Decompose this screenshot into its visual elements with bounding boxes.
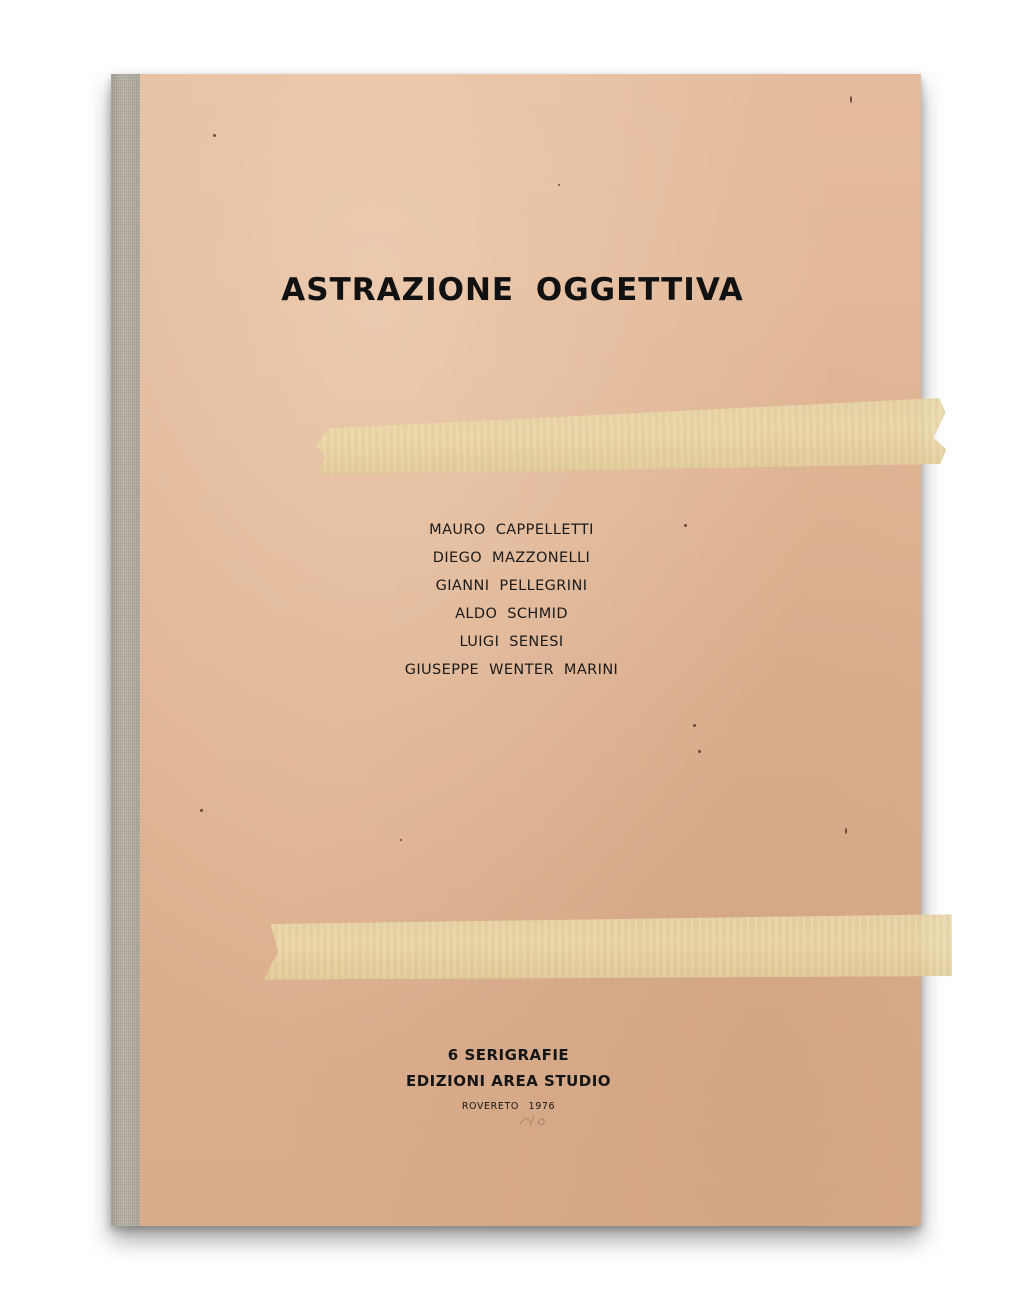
paper-speck <box>400 839 402 841</box>
artist-name: GIANNI PELLEGRINI <box>435 578 588 594</box>
artist-name: ALDO SCHMID <box>455 606 568 622</box>
masking-tape-strip-bottom <box>264 914 952 980</box>
artist-name: DIEGO MAZZONELLI <box>432 550 591 566</box>
paper-speck <box>213 134 216 137</box>
colophon <box>118 1042 899 1118</box>
artist-name: MAURO CAPPELLETTI <box>429 522 594 538</box>
paper-speck <box>698 750 701 753</box>
artist-name: GIUSEPPE WENTER MARINI <box>404 662 619 678</box>
edition-line: 6 SERIGRAFIE <box>447 1046 570 1064</box>
pencil-edition-mark <box>518 1112 564 1128</box>
publisher-line: EDIZIONI AREA STUDIO <box>405 1072 612 1090</box>
paper-speck <box>850 96 852 103</box>
artist-list <box>121 516 902 684</box>
paper-speck <box>200 809 203 812</box>
masking-tape-strip-top <box>315 398 946 476</box>
artist-name: LUIGI SENESI <box>459 634 564 650</box>
portfolio-folder <box>111 74 921 1226</box>
paper-speck <box>693 724 696 727</box>
folder-cover <box>140 74 921 1226</box>
paper-speck <box>558 184 560 186</box>
paper-speck <box>845 828 847 834</box>
portfolio-title: ASTRAZIONE OGGETTIVA <box>281 272 744 308</box>
place-year-line: ROVERETO 1976 <box>461 1101 556 1112</box>
